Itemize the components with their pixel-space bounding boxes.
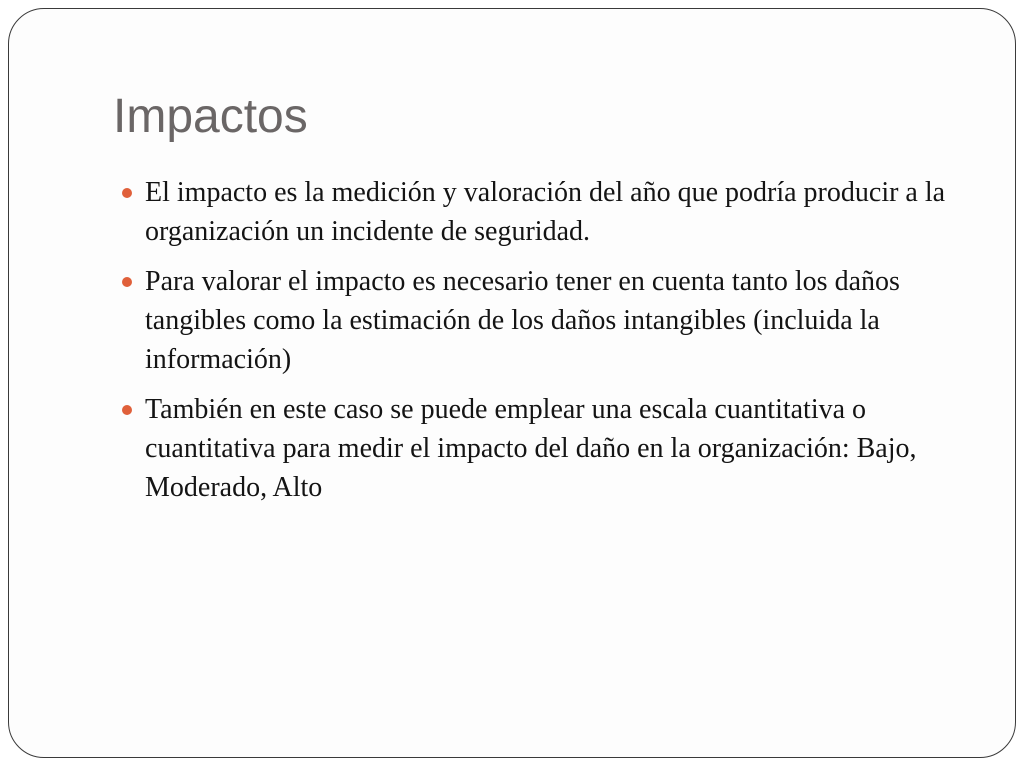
bullet-text: El impacto es la medición y valoración del año que podría producir a la organización un incidente de seguridad. — [145, 177, 946, 247]
slide-frame — [8, 8, 1016, 758]
bullet-item — [113, 173, 973, 251]
bullet-item — [113, 262, 973, 379]
bullet-list — [113, 173, 973, 518]
bullet-dot-icon — [122, 188, 132, 198]
bullet-text: También en este caso se puede emplear una escala cuantitativa o cuantitativa para medir el impacto del daño en la organización: Bajo, Moderado, Alto — [145, 394, 917, 503]
bullet-text: Para valorar el impacto es necesario tener en cuenta tanto los daños tangibles como la estimación de los daños intangibles (incluida la información) — [145, 266, 900, 375]
bullet-item — [113, 390, 973, 507]
bullet-dot-icon — [122, 277, 132, 287]
bullet-dot-icon — [122, 405, 132, 415]
slide-title: Impactos — [113, 90, 308, 143]
